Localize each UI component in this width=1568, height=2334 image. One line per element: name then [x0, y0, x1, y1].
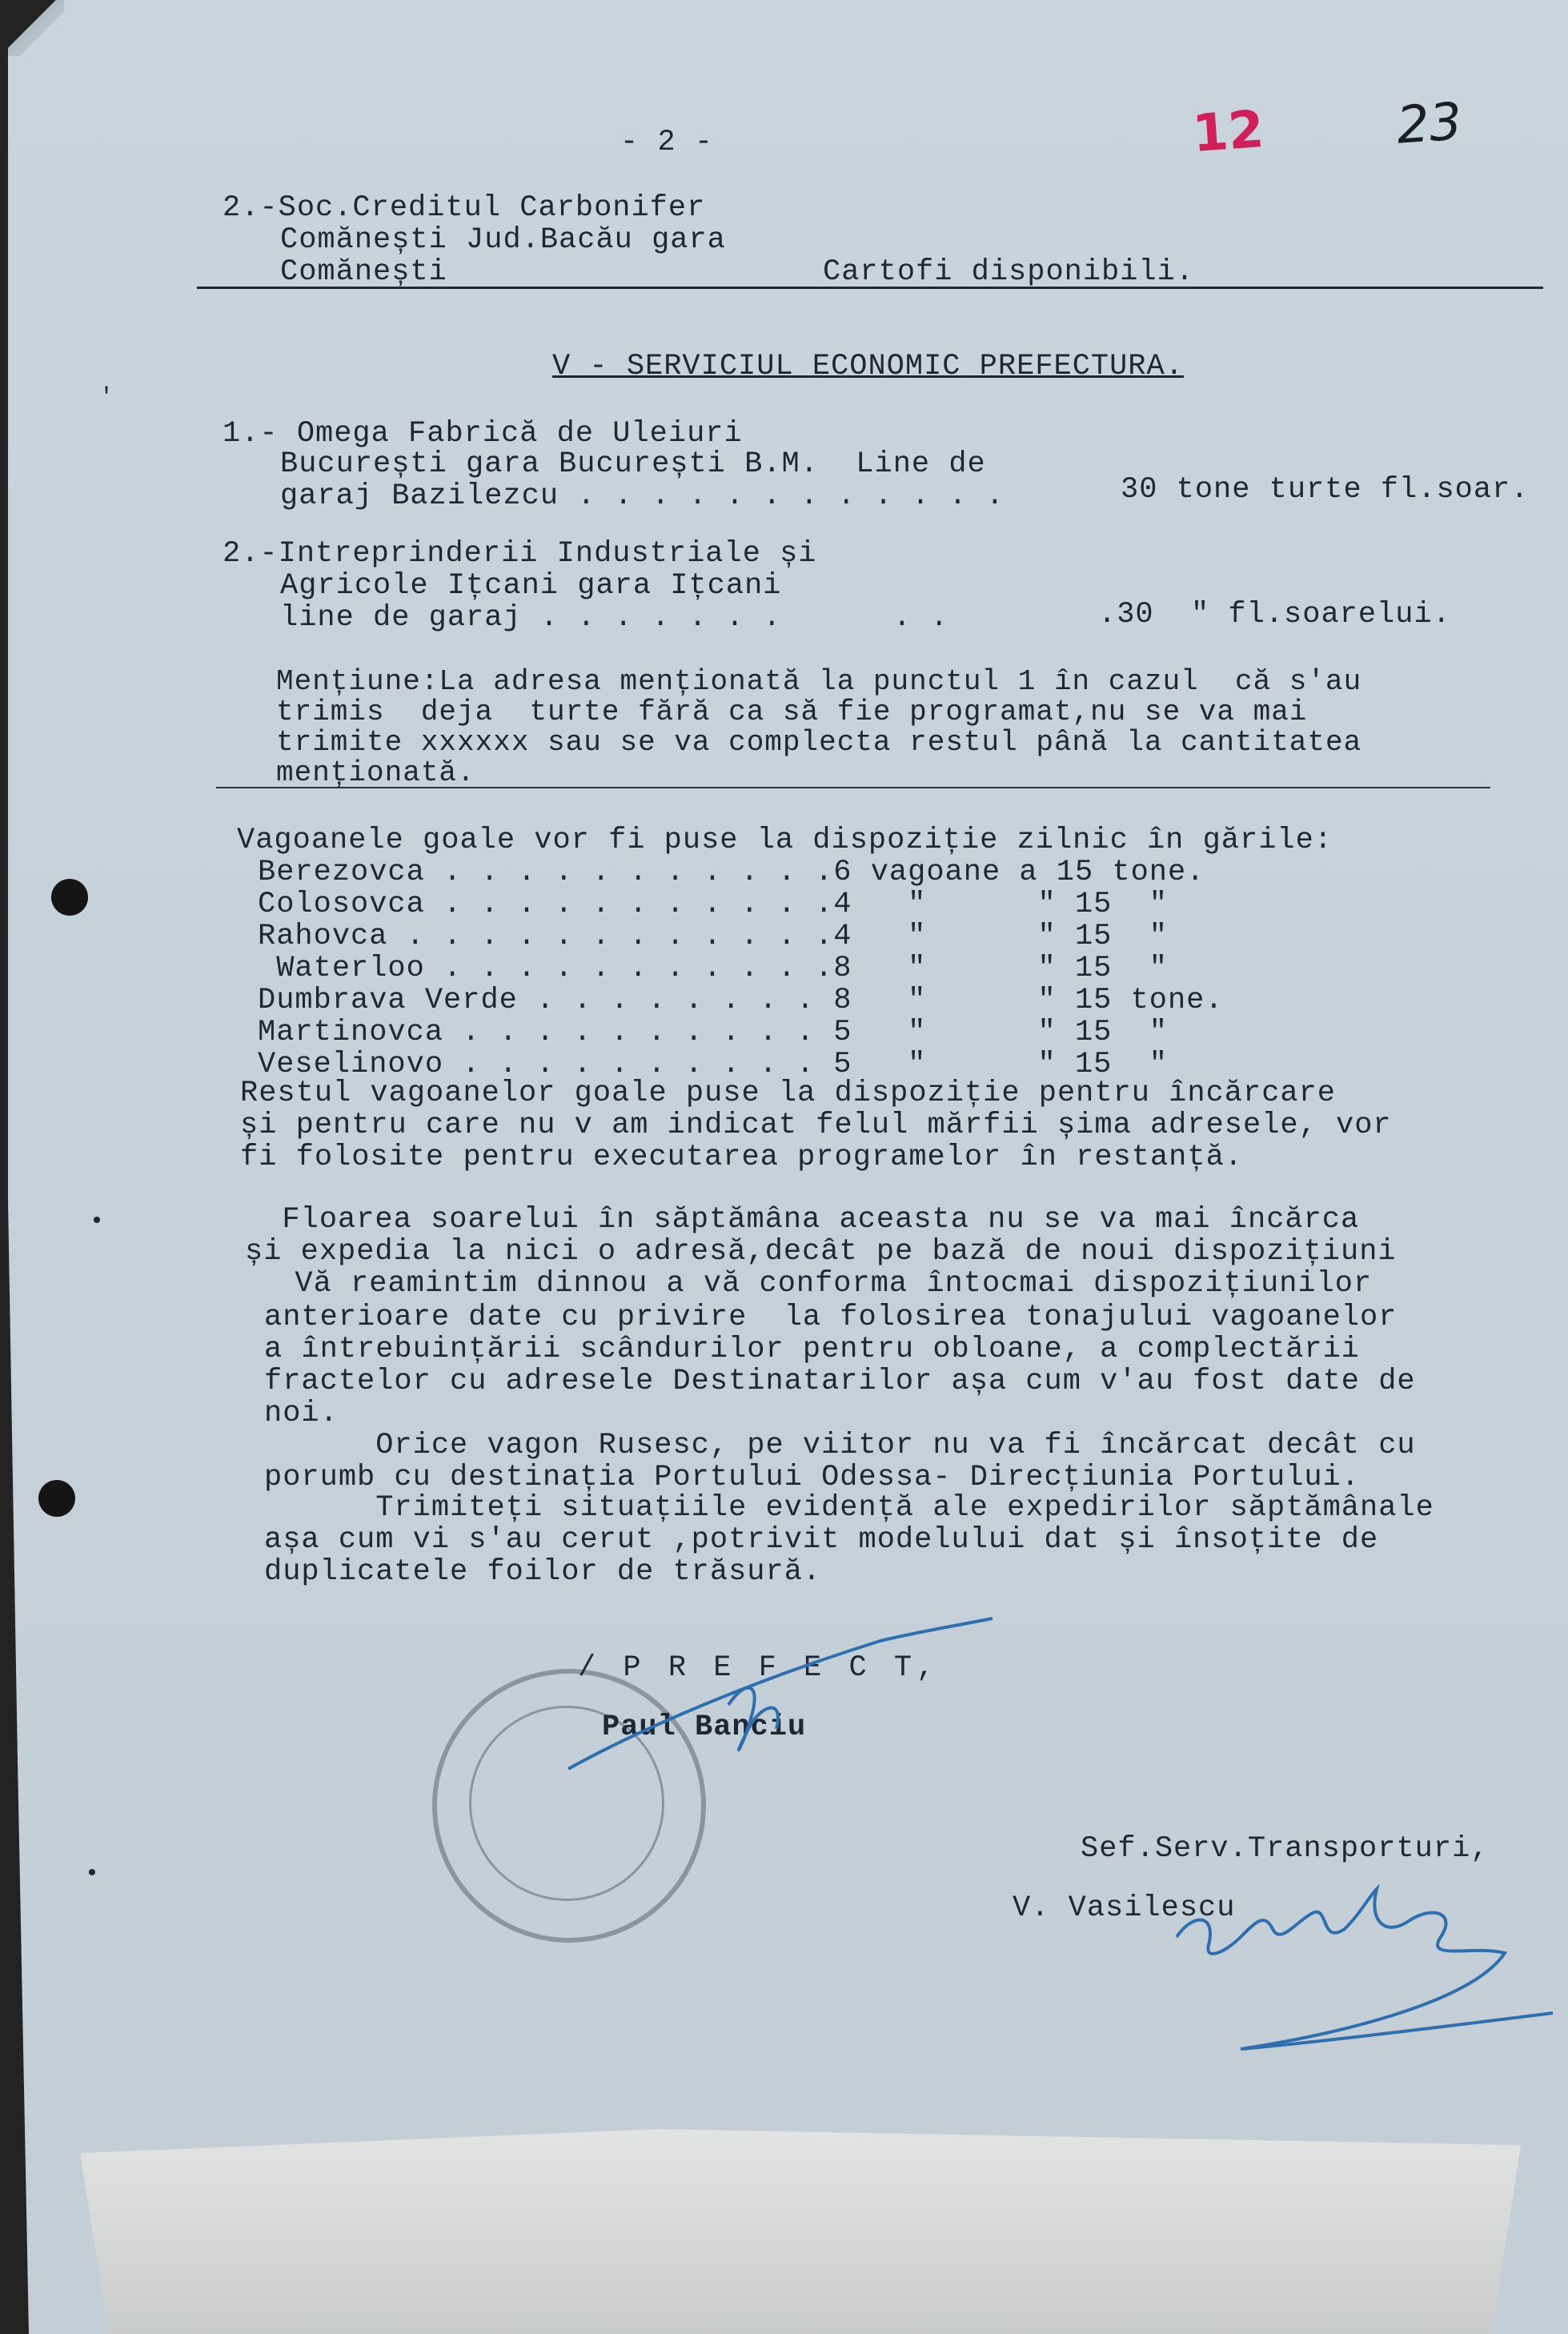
adhesive-tape: [80, 2129, 1521, 2334]
goods-label: Cartofi disponibili.: [823, 255, 1195, 289]
instruction-line: și expedia la nici o adresă,decât pe bază de noui dispozițiuni: [245, 1235, 1397, 1269]
instruction-line: Trimiteți situațiile evidență ale expedirilor săptămânale: [264, 1491, 1434, 1525]
prefect-title: / P R E F E C T,: [578, 1651, 940, 1685]
wagon-row: Dumbrava Verde . . . . . . . . 8 " " 15 tone.: [258, 984, 1224, 1017]
instruction-line: porumb cu destinația Portului Odessa- Direcțiunia Portului.: [264, 1461, 1361, 1494]
wagons-rest-line-3: fi folosite pentru executarea programelor în restanță.: [240, 1141, 1243, 1174]
item-2-quantity: .30 " fl.soarelui.: [1098, 598, 1451, 632]
item-1-line-3: garaj Bazilezcu . . . . . . . . . . . .: [280, 479, 1005, 513]
instruction-line: anterioare date cu privire la folosirea tonajului vagoanelor: [264, 1301, 1398, 1334]
item-1-quantity: 30 tone turte fl.soar.: [1121, 473, 1530, 507]
chief-name: V. Vasilescu: [1013, 1891, 1236, 1925]
item-2-line-2: Agricole Ițcani gara Ițcani: [280, 569, 782, 603]
item-2-line-3: line de garaj . . . . . . . . .: [280, 601, 949, 635]
prefect-signature: [544, 1609, 1009, 1817]
archive-number-black: 23: [1394, 92, 1464, 156]
consignee-line-2: Comănești Jud.Bacău gara: [280, 223, 726, 257]
ink-speck: ': [99, 384, 114, 411]
wagons-rest-line-2: și pentru care nu v am indicat felul mărfii șima adresele, vor: [240, 1109, 1392, 1142]
divider-rule: [197, 287, 1543, 289]
instruction-line: fractelor cu adresele Destinatarilor așa cum v'au fost date de: [264, 1365, 1416, 1398]
instruction-line: Orice vagon Rusesc, pe viitor nu va fi încărcat decât cu: [264, 1429, 1416, 1462]
consignee-line-1: 2.-Soc.Creditul Carbonifer: [223, 191, 706, 225]
wagon-row: Martinovca . . . . . . . . . . 5 " " 15 ": [258, 1016, 1168, 1049]
wagon-row: Berezovca . . . . . . . . . . .6 vagoane a 15 tone.: [258, 856, 1205, 889]
punch-hole-bottom: [38, 1480, 75, 1517]
wagon-row: Veselinovo . . . . . . . . . . 5 " " 15 ": [258, 1048, 1168, 1081]
ink-speck: •: [90, 1209, 105, 1236]
divider-rule: [216, 787, 1490, 788]
instruction-line: noi.: [264, 1397, 339, 1430]
page-number: - 2 -: [620, 126, 714, 159]
instruction-line: duplicatele foilor de trăsură.: [264, 1555, 822, 1589]
instruction-line: așa cum vi s'au cerut ,potrivit modelului dat și însoțite de: [264, 1523, 1379, 1557]
section-heading: V - SERVICIUL ECONOMIC PREFECTURA.: [552, 350, 1184, 383]
mention-line-2: trimis deja turte fără ca să fie programat,nu se va mai: [276, 696, 1308, 728]
item-1-line-2: București gara București B.M. Line de: [280, 447, 986, 481]
item-1-line-1: 1.- Omega Fabrică de Uleiuri: [223, 417, 743, 451]
mention-line-1: Mențiune:La adresa menționată la punctul 1 în cazul că s'au: [276, 665, 1362, 698]
chief-title: Sef.Serv.Transporturi,: [1081, 1832, 1490, 1866]
prefect-name: Paul Banciu: [602, 1710, 807, 1744]
folded-corner: [8, 0, 64, 56]
instruction-line: a întrebuințării scândurilor pentru obloane, a complectării: [264, 1333, 1361, 1366]
item-2-line-1: 2.-Intreprinderii Industriale și: [223, 537, 817, 571]
mention-line-4: menționată.: [276, 756, 475, 789]
ink-speck: •: [85, 1861, 100, 1888]
wagons-rest-line-1: Restul vagoanelor goale puse la dispoziție pentru încărcare: [240, 1077, 1337, 1110]
archive-number-red: 12: [1190, 99, 1266, 165]
wagon-row: Rahovca . . . . . . . . . . . .4 " " 15 ": [258, 920, 1168, 953]
instruction-line: Vă reamintim dinnou a vă conforma întocmai dispozițiunilor: [258, 1267, 1373, 1301]
punch-hole-top: [51, 879, 88, 916]
wagon-row: Colosovca . . . . . . . . . . .4 " " 15 ": [258, 888, 1168, 921]
wagon-row: Waterloo . . . . . . . . . . .8 " " 15 ": [258, 952, 1168, 985]
consignee-line-3: Comănești: [280, 255, 447, 289]
instruction-line: Floarea soarelui în săptămâna aceasta nu se va mai încărca: [245, 1203, 1360, 1237]
wagons-intro: Vagoanele goale vor fi puse la dispoziție zilnic în gările:: [237, 824, 1333, 857]
chief-signature: [1169, 1865, 1561, 2065]
mention-line-3: trimite xxxxxx sau se va complecta restul până la cantitatea: [276, 726, 1362, 759]
